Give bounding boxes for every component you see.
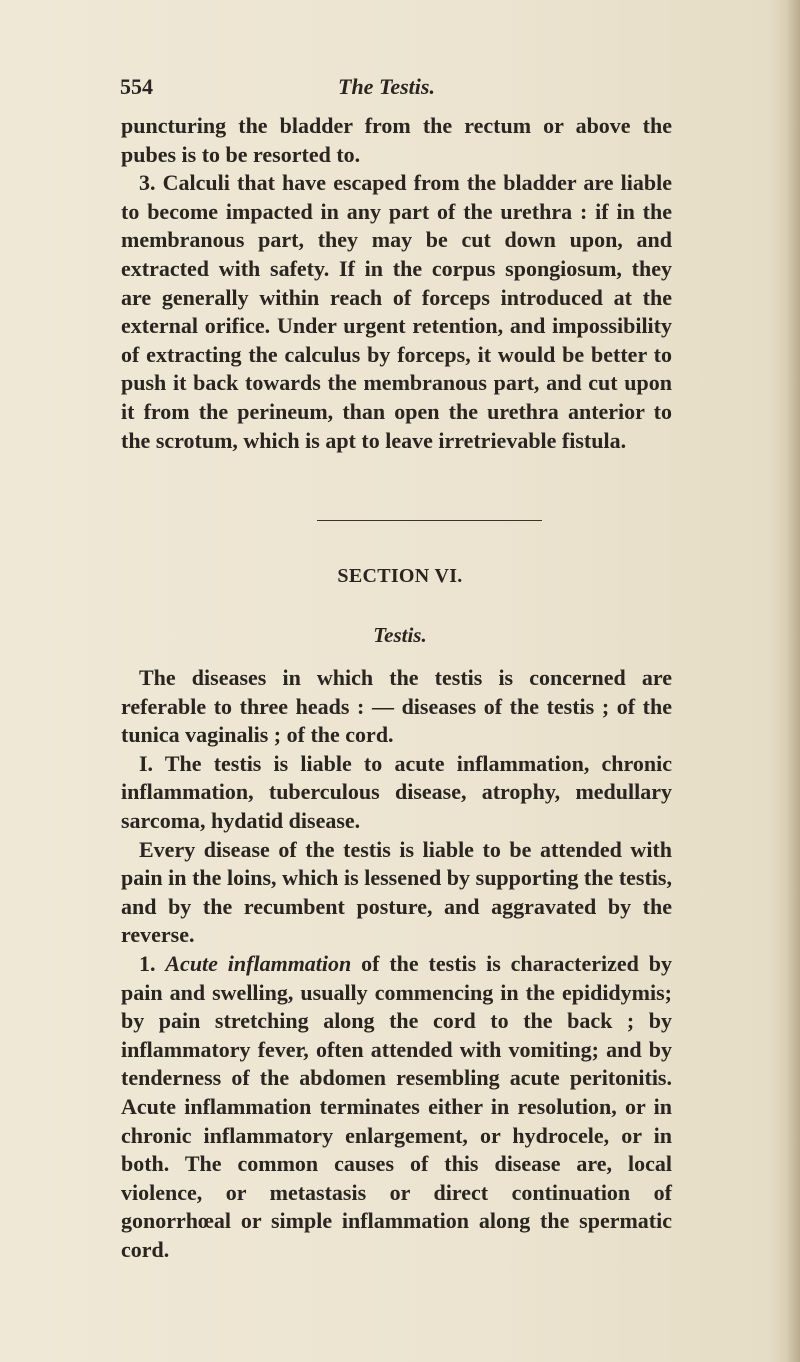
paragraph-continuation: puncturing the bladder from the rectum or above the pubes is to be resorted to. [121,113,672,167]
top-text-block [121,112,672,455]
italic-term: Acute inflammation [165,950,352,976]
paragraph-calculi: 3. Calculi that have escaped from the bladder are liable to become impacted in any part of the urethra : if in the membranous part, they may be cut down upon, and extracted with safety. If in the corpus spongiosum, they are generally within reach of forceps introduced at the external orifice. Under urgent retention, and impossibility of extracting the calculus by forceps, it would be better to push it back towards the membranous part, and cut upon it from the perineum, than open the urethra anterior to the scrotum, which is apt to leave irretrievable fistula. [121,170,672,453]
bottom-text-block [121,664,672,1264]
section-divider [317,520,542,521]
section-title: Testis. [373,623,427,647]
paragraph-diseases-intro: The diseases in which the testis is concerned are referable to three heads : — diseases of the testis ; of the tunica vaginalis ; of the cord. [121,665,672,748]
running-title: The Testis. [338,74,435,99]
paragraph-testis-liable: I. The testis is liable to acute inflammation, chronic inflammation, tuberculous disease, atrophy, medullary sarcoma, hydatid disease. [121,750,672,833]
paragraph-acute-inflammation [121,950,672,1265]
page-number: 554 [120,74,153,99]
page-edge-shadow [786,0,800,1362]
page-header [120,74,660,104]
paragraph-every-disease: Every disease of the testis is liable to be attended with pain in the loins, which is lessened by supporting the testis, and by the recumbent posture, and aggravated by the reverse. [121,836,672,948]
item-number: 1. [139,950,156,976]
paragraph-text: of the testis is characterized by pain and swelling, usually commencing in the epididymis; by pain stretching along the cord to the back ; by inflammatory fever, often attended with vomiting; and by tenderness of the abdomen resembling acute peritonitis. Acute inflammation terminates either in resolution, or in chronic inflammatory enlargement, or hydrocele, or in both. The common causes of this disease are, local violence, or metastasis or direct continuation of gonorrhœal or simple inflammation along the spermatic cord. [121,950,672,1262]
section-heading: SECTION VI. [337,565,463,587]
